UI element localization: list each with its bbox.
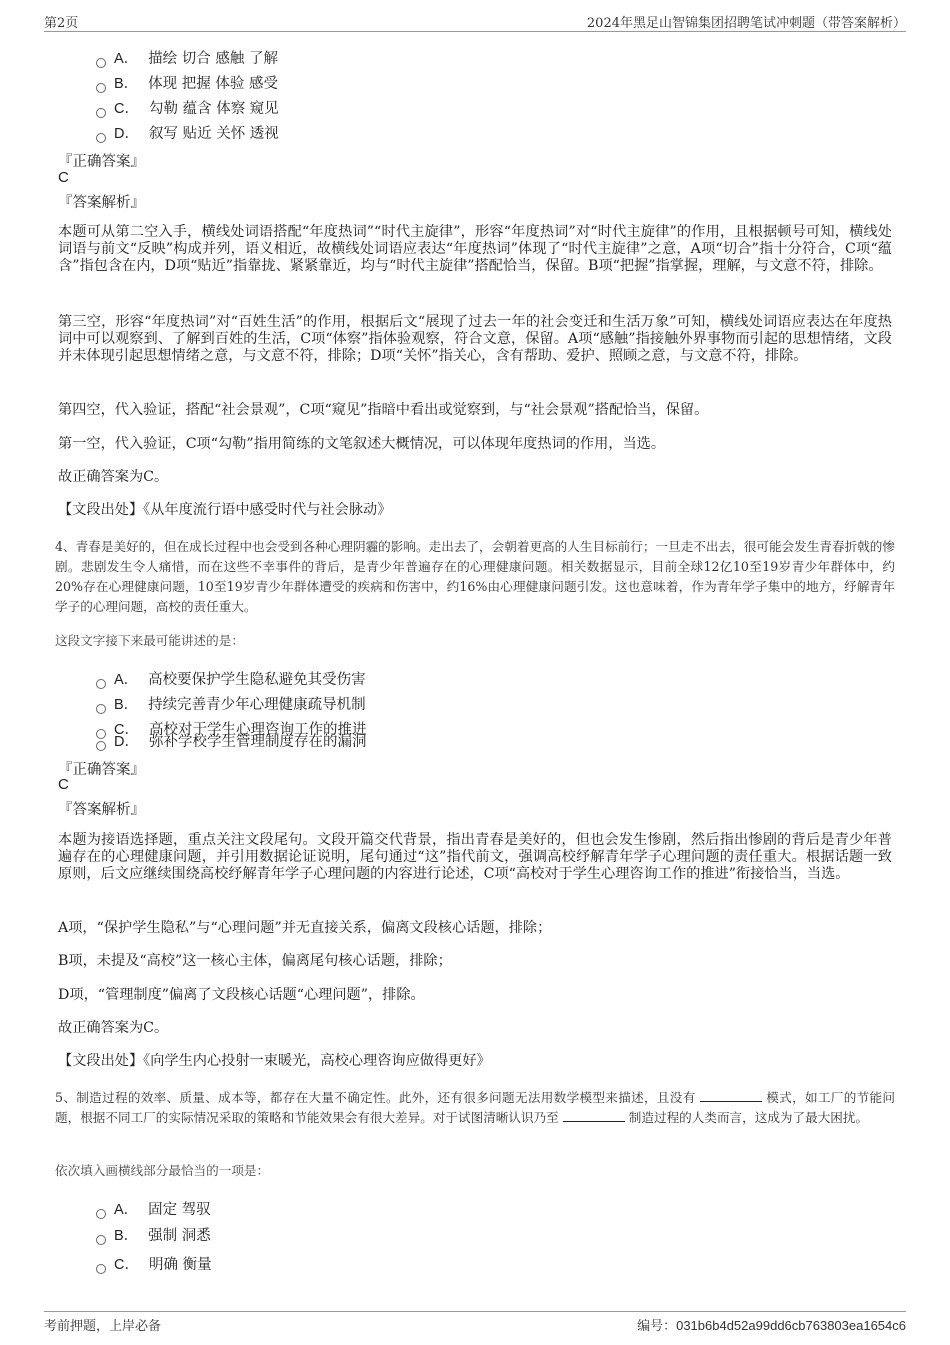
radio-icon[interactable] (96, 133, 106, 143)
q4-question: 4、青春是美好的，但在成长过程中也会受到各种心理阴霾的影响。走出去了，会朝着更高的人生目标前行；一旦走不出去，很可能会发生青春折戟的惨剧。悲剧发生令人痛惜，而在这些不幸事件的背后，是青少年普遍存在的心理健康问题。相关数据显示，目前全球12亿10至19岁青少年群体中，约20%存在心理健康问题，10至19岁青少年群体遭受的疾病和伤害中，约16%由心理健康问题引发。这也意味着，作为青年学子集中的地方，纾解青年学子的心理问题，高校的责任重大。 (55, 539, 895, 614)
page-number: 第2页 (44, 16, 79, 31)
q3-answer-label: 『正确答案』 (58, 154, 145, 170)
q4-source: 【文段出处】《向学生内心投射一束暖光，高校心理咨询应做得更好》 (58, 1053, 491, 1069)
q4-analysis-p5: 故正确答案为C。 (58, 1020, 169, 1036)
q4-analysis-label: 『答案解析』 (58, 802, 145, 818)
page-footer (44, 1311, 906, 1333)
radio-icon[interactable] (96, 1235, 106, 1245)
radio-icon[interactable] (96, 679, 106, 689)
q4-analysis-p3: B项，未提及“高校”这一核心主体，偏离尾句核心话题，排除； (58, 953, 452, 969)
q3-option-b[interactable]: B． 体现 把握 体验 感受 (96, 72, 278, 93)
document-title: 2024年黑足山智锦集团招聘笔试冲刺题（带答案解析） (586, 16, 906, 31)
q4-option-b[interactable]: B． 持续完善青少年心理健康疏导机制 (96, 693, 366, 714)
radio-icon[interactable] (96, 1209, 106, 1219)
q4-option-d[interactable]: D． 弥补学校学生管理制度存在的漏洞 (96, 730, 366, 751)
q4-stem: 这段文字接下来最可能讲述的是： (55, 633, 244, 648)
q3-option-c[interactable]: C． 勾勒 蕴含 体察 窥见 (96, 97, 279, 118)
q4-analysis-p1: 本题为接语选择题，重点关注文段尾句。文段开篇交代背景，指出青春是美好的，但也会发生惨剧，然后指出惨剧的背后是青少年普遍存在的心理健康问题，并引用数据论证说明，尾句通过“这”指代前文，强调高校纾解青年学子心理问题的责任重大。根据话题一致原则，后文应继续围绕高校纾解青年学子心理问题的内容进行论述，C项“高校对于学生心理咨询工作的推进”衔接恰当，当选。 (58, 832, 892, 882)
q5-option-c[interactable]: C． 明确 衡量 (96, 1253, 212, 1274)
q3-answer: C (58, 169, 69, 186)
q5-option-b[interactable]: B． 强制 洞悉 (96, 1224, 211, 1245)
q3-analysis-p1: 本题可从第二空入手，横线处词语搭配“年度热词”“时代主旋律”，形容“年度热词”对“时代主旋律”的作用，且根据顿号可知，横线处词语与前文“反映”构成并列，语义相近，故横线处词语应表达“年度热词”体现了“时代主旋律”之意，A项“切合”指十分符合，C项“蕴含”指包含在内，D项“贴近”指靠拢、紧紧靠近，均与“时代主旋律”搭配恰当，保留。B项“把握”指掌握，理解，与文意不符，排除。 (58, 224, 892, 274)
q3-analysis-p5: 故正确答案为C。 (58, 469, 169, 485)
q3-option-d[interactable]: D． 叙写 贴近 关怀 透视 (96, 122, 279, 143)
q3-analysis-label: 『答案解析』 (58, 195, 145, 211)
q3-analysis-p2: 第三空，形容“年度热词”对“百姓生活”的作用，根据后文“展现了过去一年的社会变迁和生活万象”可知，横线处词语应表达在年度热词中可以观察到、了解到百姓的生活，C项“体察”指体验观察，符合文意，保留。A项“感触”指接触外界事物而引起的思想情绪，文段并未体现引起思想情绪之意，与文意不符，排除；D项“关怀”指关心，含有帮助、爱护、照顾之意，与文意不符，排除。 (58, 314, 892, 364)
blank-2[interactable] (563, 1110, 625, 1122)
q3-source: 【文段出处】《从年度流行语中感受时代与社会脉动》 (58, 502, 392, 518)
q3-option-a[interactable]: A． 描绘 切合 感触 了解 (96, 47, 278, 68)
q4-option-c[interactable]: C． 高校对于学生心理咨询工作的推进 (96, 718, 366, 739)
q4-answer: C (58, 776, 69, 793)
q4-analysis-p2: A项，“保护学生隐私”与“心理问题”并无直接关系，偏离文段核心话题，排除； (58, 920, 552, 936)
q5-option-a[interactable]: A． 固定 驾驭 (96, 1198, 211, 1219)
q3-analysis-p4: 第一空，代入验证，C项“勾勒”指用简练的文笔叙述大概情况，可以体现年度热词的作用，当选。 (58, 436, 666, 452)
blank-1[interactable] (700, 1090, 762, 1102)
radio-icon[interactable] (96, 108, 106, 118)
radio-icon[interactable] (96, 704, 106, 714)
q5-stem: 依次填入画横线部分最恰当的一项是： (55, 1163, 270, 1178)
radio-icon[interactable] (96, 83, 106, 93)
radio-icon[interactable] (96, 58, 106, 68)
page-header (44, 12, 906, 32)
q3-analysis-p3: 第四空，代入验证，搭配“社会景观”，C项“窥见”指暗中看出或觉察到，与“社会景观”搭配恰当，保留。 (58, 402, 709, 418)
q4-answer-label: 『正确答案』 (58, 762, 145, 778)
radio-icon[interactable] (96, 741, 106, 751)
q5-question: 5、制造过程的效率、质量、成本等，都存在大量不确定性。此外，还有很多问题无法用数学模型来描述，且没有 模式，如工厂的节能问题，根据不同工厂的实际情况采取的策略和节能效果会有很大差异。对于试图清晰认识乃至 制造过程的人类而言，这成为了最大困扰。 (55, 1090, 896, 1125)
document-code: 编号：031b6b4d52a99dd6cb763803ea1654c6 (637, 1318, 906, 1334)
radio-icon[interactable] (96, 1264, 106, 1274)
footer-slogan: 考前押题，上岸必备 (44, 1319, 162, 1334)
q4-analysis-p4: D项，“管理制度”偏离了文段核心话题“心理问题”，排除。 (58, 987, 425, 1003)
q4-option-a[interactable]: A． 高校要保护学生隐私避免其受伤害 (96, 668, 366, 689)
